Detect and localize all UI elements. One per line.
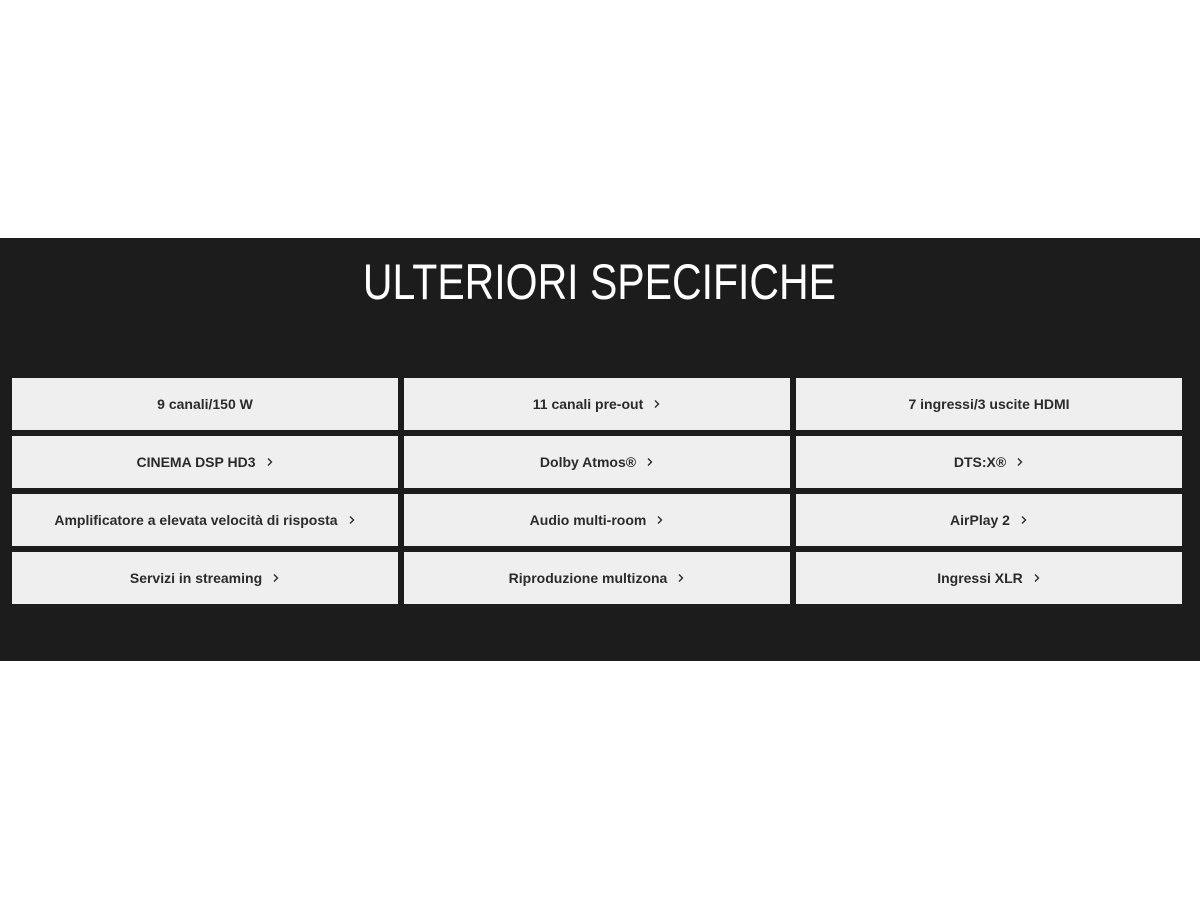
- spec-button-audio-multi-room[interactable]: [404, 494, 790, 546]
- chevron-right-icon: [653, 399, 661, 409]
- spec-label: Riproduzione multizona: [508, 570, 668, 586]
- chevron-right-icon: [1033, 573, 1041, 583]
- spec-button-dts-x[interactable]: [796, 436, 1182, 488]
- spec-label: Ingressi XLR: [937, 570, 1023, 586]
- spec-button-11-canali-pre-out[interactable]: [404, 378, 790, 430]
- chevron-right-icon: [656, 515, 664, 525]
- spec-label: 7 ingressi/3 uscite HDMI: [908, 396, 1070, 412]
- spec-button-cinema-dsp[interactable]: [12, 436, 398, 488]
- spec-button-riproduzione-multizona[interactable]: [404, 552, 790, 604]
- spec-label: Amplificatore a elevata velocità di risposta: [54, 512, 338, 528]
- spec-button-9-canali[interactable]: [12, 378, 398, 430]
- spec-button-dolby-atmos[interactable]: [404, 436, 790, 488]
- spec-label: CINEMA DSP HD3: [136, 454, 256, 470]
- spec-label: Servizi in streaming: [129, 570, 263, 586]
- chevron-right-icon: [266, 457, 274, 467]
- spec-label: DTS:X®: [953, 454, 1007, 470]
- spec-button-servizi-streaming[interactable]: [12, 552, 398, 604]
- specs-grid: [12, 378, 1182, 604]
- chevron-right-icon: [677, 573, 685, 583]
- chevron-right-icon: [348, 515, 356, 525]
- spec-button-amplificatore[interactable]: [12, 494, 398, 546]
- spec-button-hdmi[interactable]: [796, 378, 1182, 430]
- spec-label: Audio multi-room: [529, 512, 647, 528]
- spec-label: Dolby Atmos®: [539, 454, 637, 470]
- spec-label: 9 canali/150 W: [157, 396, 253, 412]
- chevron-right-icon: [272, 573, 280, 583]
- spec-label: 11 canali pre-out: [532, 396, 644, 412]
- chevron-right-icon: [1020, 515, 1028, 525]
- chevron-right-icon: [1016, 457, 1024, 467]
- spec-button-ingressi-xlr[interactable]: [796, 552, 1182, 604]
- spec-button-airplay-2[interactable]: [796, 494, 1182, 546]
- spec-label: AirPlay 2: [950, 512, 1010, 528]
- chevron-right-icon: [646, 457, 654, 467]
- section-title: ULTERIORI SPECIFICHE: [362, 254, 837, 310]
